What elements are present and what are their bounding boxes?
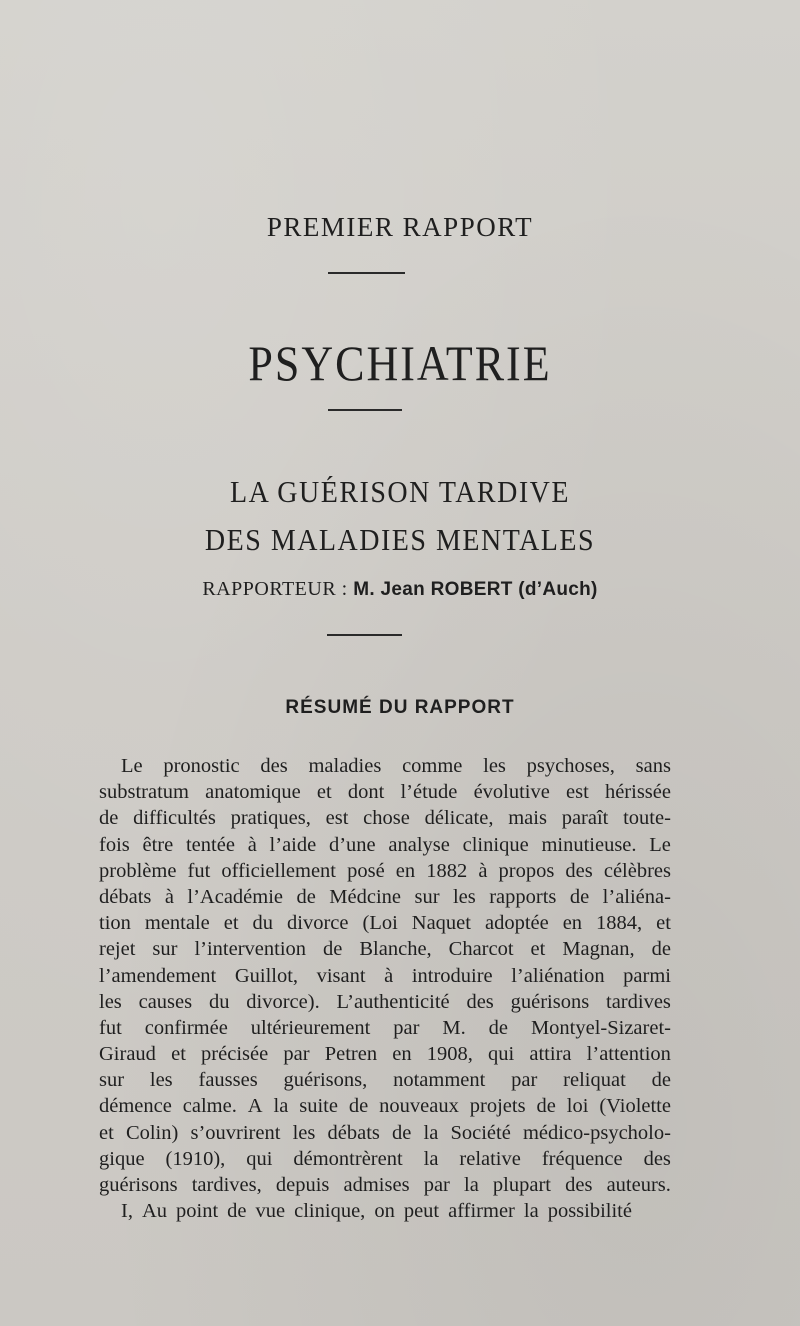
body-line: tion mentale et du divorce (Loi Naquet adoptée en 1884, et xyxy=(99,912,671,935)
body-line: sur les fausses guérisons, notamment par reliquat de xyxy=(99,1069,671,1092)
body-line: rejet sur l’intervention de Blanche, Charcot et Magnan, de xyxy=(99,938,671,961)
body-line: fois être tentée à l’aide d’une analyse clinique minutieuse. Le xyxy=(99,833,671,856)
summary-paragraph xyxy=(99,753,671,1224)
body-line: substratum anatomique et dont l’étude évolutive est hérissée xyxy=(99,781,671,804)
divider-rule xyxy=(327,634,402,636)
body-line: l’amendement Guillot, visant à introduire l’aliénation parmi xyxy=(99,964,671,987)
rapporteur-label: RAPPORTEUR : xyxy=(202,578,354,600)
body-line: fut confirmée ultérieurement par M. de Montyel-Sizaret- xyxy=(99,1016,671,1039)
divider-rule xyxy=(328,409,402,411)
body-line: I, Au point de vue clinique, on peut affirmer la possibilité xyxy=(121,1200,632,1223)
section-heading: RÉSUMÉ DU RAPPORT xyxy=(285,697,515,718)
body-line: Giraud et précisée par Petren en 1908, qui attira l’attention xyxy=(99,1043,671,1066)
body-line: les causes du divorce). L’authenticité des guérisons tardives xyxy=(99,990,671,1013)
report-number-heading: PREMIER RAPPORT xyxy=(266,212,534,242)
subtitle-line-2: DES MALADIES MENTALES xyxy=(204,524,596,558)
body-line: Le pronostic des maladies comme les psychoses, sans xyxy=(121,755,671,777)
main-title: PSYCHIATRIE xyxy=(248,336,552,391)
subtitle-line-1: LA GUÉRISON TARDIVE xyxy=(230,476,570,510)
body-line: de difficultés pratiques, est chose délicate, mais paraît toute- xyxy=(99,807,671,830)
body-line: gique (1910), qui démontrèrent la relative fréquence des xyxy=(99,1147,671,1170)
body-line: problème fut officiellement posé en 1882 à propos des célèbres xyxy=(99,859,671,882)
body-line: guérisons tardives, depuis admises par la plupart des auteurs. xyxy=(99,1174,671,1196)
rapporteur-line xyxy=(0,578,800,601)
body-line: démence calme. A la suite de nouveaux projets de loi (Violette xyxy=(99,1095,671,1118)
body-line: débats à l’Académie de Médcine sur les rapports de l’aliéna- xyxy=(99,885,671,908)
divider-rule xyxy=(328,272,405,274)
rapporteur-name: M. Jean ROBERT (d’Auch) xyxy=(353,579,598,600)
body-line: et Colin) s’ouvrirent les débats de la Société médico-psycholo- xyxy=(99,1121,671,1144)
